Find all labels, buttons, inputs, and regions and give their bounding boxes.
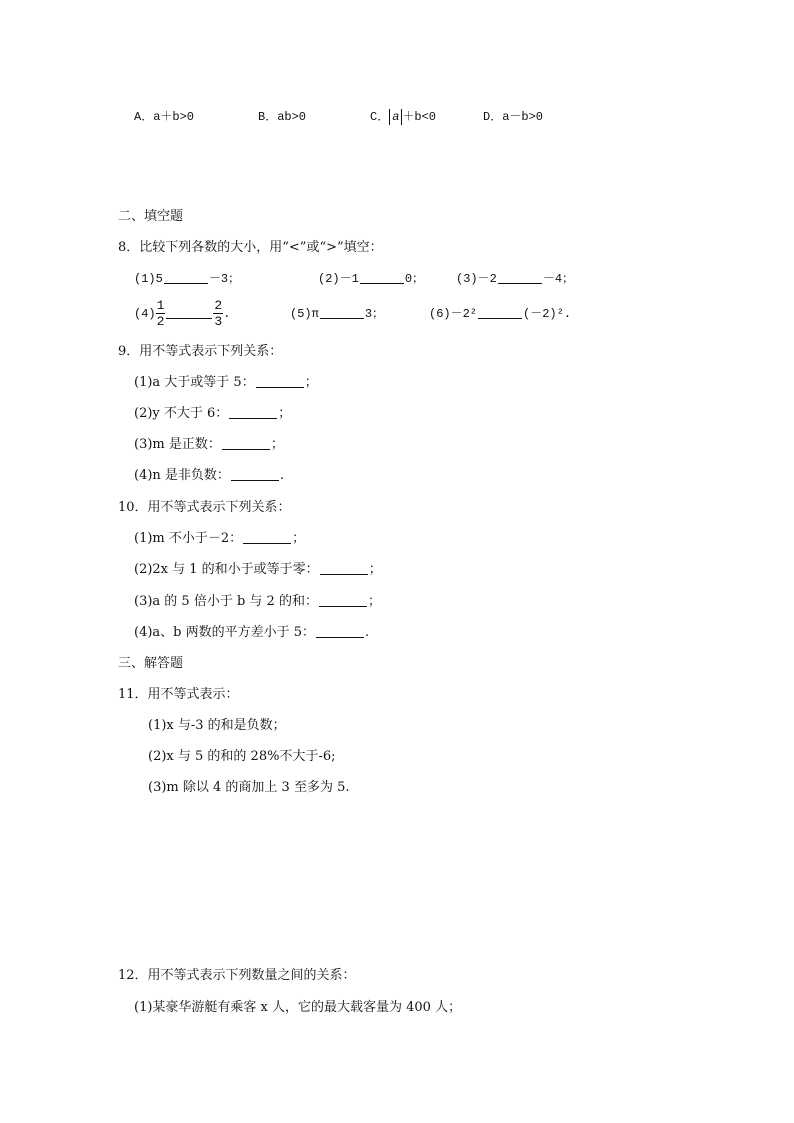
abs-value: a (389, 109, 402, 125)
q9-item-3 (134, 437, 284, 453)
q10-item-3-text: (3)a 的 5 倍小于 b 与 2 的和： (134, 594, 318, 609)
q8-item-1 (134, 271, 240, 287)
fraction-one-half (156, 298, 166, 329)
answer-blank[interactable] (166, 306, 212, 319)
q9-item-2 (134, 406, 291, 422)
q10-item-4-post: . (365, 625, 370, 640)
q10-item-4 (134, 625, 369, 641)
fraction-denominator: 3 (214, 314, 223, 330)
q10-item-2 (134, 562, 382, 578)
question-11-stem: 11．用不等式表示： (118, 687, 239, 702)
option-b: B．ab>0 (258, 110, 307, 124)
q8-item-2-pre: (2)－1 (318, 272, 359, 286)
q9-item-3-post: ； (270, 437, 284, 452)
question-12-stem: 12．用不等式表示下列数量之间的关系： (118, 968, 356, 983)
q10-item-4-text: (4)a、b 两数的平方差小于 5： (134, 625, 316, 640)
q10-item-1-post: ； (292, 531, 306, 546)
question-9-stem: 9．用不等式表示下列关系： (118, 344, 283, 359)
answer-blank[interactable] (164, 271, 208, 284)
q9-item-4-post: . (279, 468, 285, 483)
answer-blank[interactable] (243, 531, 291, 544)
q8-item-6-pre: (6)－2² (429, 307, 478, 321)
answer-blank[interactable] (229, 406, 277, 419)
q11-item-1: (1)x 与-3 的和是负数； (148, 718, 286, 733)
q10-item-3 (134, 594, 381, 610)
q10-item-2-text: (2)2x 与 1 的和小于或等于零： (134, 562, 319, 577)
answer-blank[interactable] (316, 625, 364, 638)
q8-item-2-post: 0； (404, 272, 425, 286)
q9-item-4 (134, 468, 284, 484)
q8-item-6-post: (－2)². (523, 307, 572, 321)
q8-item-5 (290, 306, 384, 322)
q10-item-1-text: (1)m 不小于－2： (134, 531, 243, 546)
q8-item-1-post: －3； (208, 272, 241, 286)
fraction-denominator: 2 (156, 314, 165, 330)
section-title-solutions: 三、解答题 (118, 656, 184, 671)
q8-item-6 (429, 306, 571, 322)
fraction-numerator: 1 (156, 298, 165, 314)
q8-item-1-pre: (1)5 (134, 272, 163, 286)
q8-item-4 (134, 298, 230, 330)
q9-item-1-post: ； (304, 375, 318, 390)
q8-item-5-post: 3； (364, 307, 385, 321)
q8-item-4-post: . (223, 307, 231, 321)
answer-blank[interactable] (320, 562, 368, 575)
q8-item-5-pre: (5)π (290, 307, 319, 321)
answer-blank[interactable] (319, 594, 367, 607)
q11-item-3: (3)m 除以 4 的商加上 3 至多为 5. (148, 780, 350, 795)
q9-item-1-text: (1)a 大于或等于 5： (134, 375, 255, 390)
q10-item-3-post: ； (367, 594, 381, 609)
q12-item-1: (1)某豪华游艇有乘客 x 人，它的最大载客量为 400 人； (134, 1000, 462, 1015)
q8-item-3-post: －4； (542, 272, 575, 286)
q9-item-2-post: ； (278, 406, 292, 421)
answer-blank[interactable] (498, 271, 542, 284)
q10-item-1 (134, 531, 305, 547)
answer-blank[interactable] (231, 468, 279, 481)
q8-item-3-pre: (3)－2 (456, 272, 497, 286)
q9-item-3-text: (3)m 是正数： (134, 437, 221, 452)
q11-item-2: (2)x 与 5 的和的 28%不大于-6; (148, 749, 336, 764)
question-10-stem: 10．用不等式表示下列关系： (118, 500, 291, 515)
option-a: A．a＋b>0 (134, 110, 195, 124)
option-d: D．a－b>0 (483, 110, 544, 124)
option-c-label: C． (370, 110, 390, 124)
answer-blank[interactable] (320, 306, 364, 319)
answer-blank[interactable] (478, 306, 522, 319)
q8-item-3 (456, 271, 574, 287)
section-title-fill-blank: 二、填空题 (118, 209, 184, 224)
q9-item-2-text: (2)y 不大于 6： (134, 406, 229, 421)
question-8-stem: 8．比较下列各数的大小，用“<”或“>”填空： (118, 240, 383, 255)
option-c (370, 109, 436, 125)
q9-item-4-text: (4)n 是非负数： (134, 468, 230, 483)
q8-item-2 (318, 271, 424, 287)
q8-item-4-pre: (4) (134, 307, 156, 321)
q9-item-1 (134, 375, 318, 391)
option-c-rest: ＋b<0 (402, 110, 437, 124)
fraction-two-thirds (213, 298, 223, 329)
q10-item-2-post: ； (368, 562, 382, 577)
answer-blank[interactable] (222, 437, 270, 450)
answer-blank[interactable] (360, 271, 404, 284)
answer-blank[interactable] (256, 375, 304, 388)
fraction-numerator: 2 (214, 298, 223, 314)
